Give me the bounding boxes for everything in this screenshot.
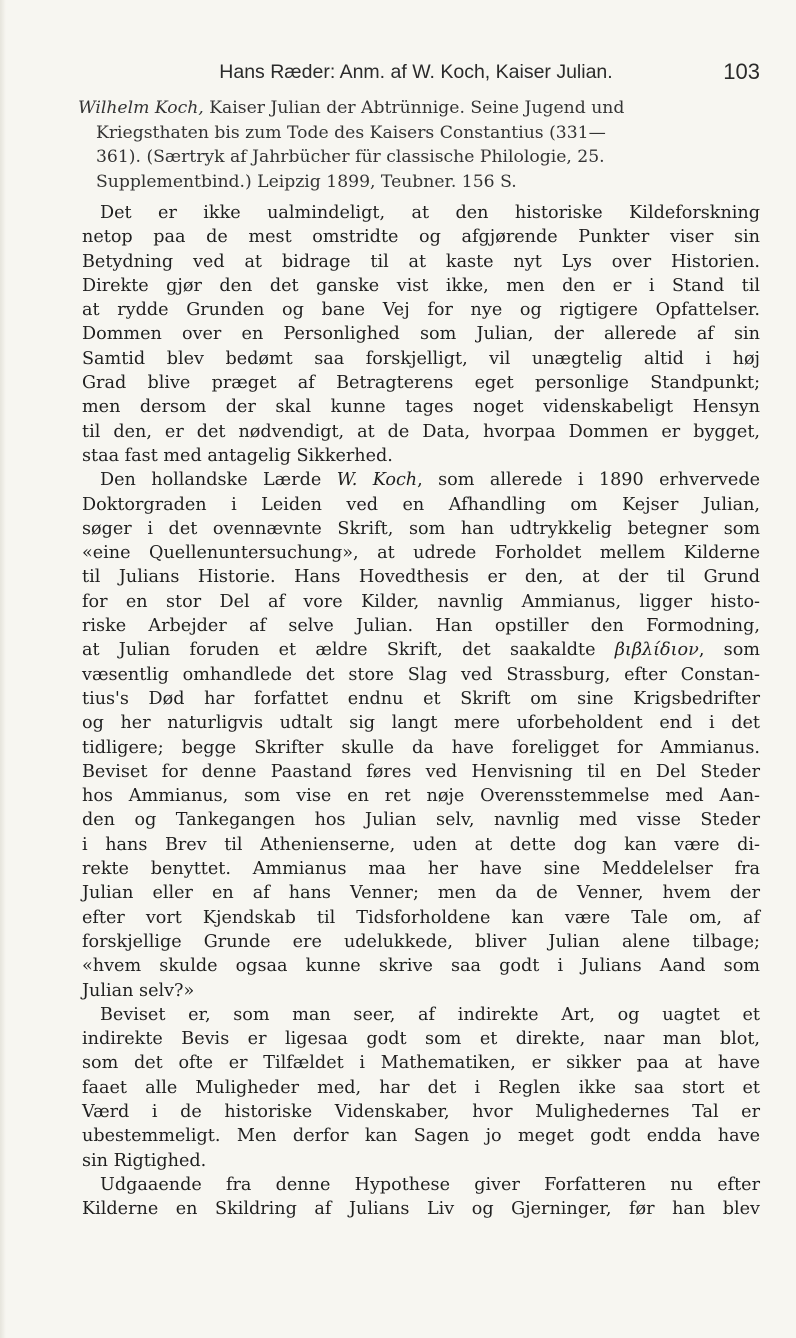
text-line: Beviset for denne Paastand føres ved Henvisning til en Del Steder [82,761,760,782]
text-line: Beviset er, som man seer, af indirekte Art, og uagtet et [100,1004,760,1025]
text-line: Udgaaende fra denne Hypothese giver Forfatteren nu efter [100,1174,760,1195]
text-line: rekte benyttet. Ammianus maa her have sine Meddelelser fra [82,859,760,880]
text-line: Julian selv?» [82,980,195,1001]
text-line: Kilderne en Skildring af Julians Liv og Gjerninger, før han blev [82,1199,760,1220]
text-line: Betydning ved at bidrage til at kaste nyt Lys over Historien. [82,251,760,272]
text-line: «eine Quellenuntersuchung», at udrede Forholdet mellem Kilderne [82,543,760,564]
text-line: indirekte Bevis er ligesaa godt som et direkte, naar man blot, [82,1029,760,1050]
text-line: den og Tankegangen hos Julian selv, navnlig med visse Steder [82,810,760,831]
text-line: Værd i de historiske Videnskaber, hvor Mulighedernes Tal er [82,1101,760,1122]
text-line: riske Arbejder af selve Julian. Han opstiller den Formodning, [82,616,760,637]
text-run: , som [698,640,760,661]
text-line: staa fast med antagelig Sikkerhed. [82,445,393,466]
running-head [60,59,760,89]
paragraph-4 [82,1173,760,1222]
text-run: , som allerede i 1890 erhvervede [417,470,761,491]
text-line: at rydde Grunden og bane Vej for nye og rigtigere Opfattelser. [82,300,760,321]
paragraph-2 [82,468,760,1003]
text-line: Dommen over en Personlighed som Julian, der allerede af sin [82,324,760,345]
text-run: at Julian foruden et ældre Skrift, det saakaldte [82,640,615,661]
text-line: sin Rigtighed. [82,1150,207,1171]
text-line: søger i det ovennævnte Skrift, som han udtrykkelig betegner som [82,518,760,539]
text-line: Grad blive præget af Betragterens eget personlige Standpunkt; [82,373,760,394]
text-line: Direkte gjør den det ganske vist ikke, men den er i Stand til [82,275,760,296]
body-text [82,201,760,1221]
text-line: ubestemmeligt. Men derfor kan Sagen jo meget godt endda have [82,1126,760,1147]
text-line: tius's Død har forfattet endnu et Skrift om sine Krigsbedrifter [82,688,760,709]
text-line [82,638,760,662]
bib-line-3: 361). (Særtryk af Jahrbücher für classische Philologie, 25. [96,147,605,168]
text-line: netop paa de mest omstridte og afgjørende Punkter viser sin [82,227,760,248]
page-number: 103 [723,59,760,84]
scan-edge-shadow [0,0,6,1338]
text-line: til Julians Historie. Hans Hovedthesis er den, at der til Grund [82,567,760,588]
bib-title: Kaiser Julian der Abtrünnige. Seine Jugend und [203,98,625,118]
text-line [82,468,760,492]
text-line: faaet alle Muligheder med, har det i Reglen ikke saa stort et [82,1077,760,1098]
text-run: Den hollandske Lærde [100,470,337,491]
text-line: og her naturligvis udtalt sig langt mere uforbeholdent end i det [82,713,760,734]
text-line: for en stor Del af vore Kilder, navnlig Ammianus, ligger histo- [82,591,760,612]
text-line: men dersom der skal kunne tages noget videnskabeligt Hensyn [82,397,760,418]
bib-line-4: Supplementbind.) Leipzig 1899, Teubner. 156 S. [96,171,517,192]
text-line: hos Ammianus, som vise en ret nøje Overensstemmelse med Aan- [82,786,760,807]
text-line: Det er ikke ualmindeligt, at den historiske Kildeforskning [100,203,760,223]
text-line: tidligere; begge Skrifter skulle da have foreligget for Ammianus. [82,737,760,758]
bib-author: Wilhelm Koch, [78,98,204,118]
text-line: som det ofte er Tilfældet i Mathematiken, er sikker paa at have [82,1053,760,1074]
text-line: i hans Brev til Athenienserne, uden at dette dog kan være di- [82,834,760,855]
text-line: forskjellige Grunde ere udelukkede, bliver Julian alene tilbage; [82,931,760,952]
text-line: Samtid blev bedømt saa forskjelligt, vil unægtelig altid i høj [82,348,760,369]
text-line: Doktorgraden i Leiden ved en Afhandling om Kejser Julian, [82,494,760,515]
text-line: efter vort Kjendskab til Tidsforholdene kan være Tale om, af [82,907,760,928]
paragraph-1 [82,201,760,468]
bib-line-2: Kriegsthaten bis zum Tode des Kaisers Constantius (331— [96,122,606,143]
paragraph-3 [82,1003,760,1173]
running-title: Hans Ræder: Anm. af W. Koch, Kaiser Julian. [219,61,613,83]
text-line: væsentlig omhandlede det store Slag ved Strassburg, efter Constan- [82,664,760,685]
greek-term: βιβλίδιον [614,640,699,661]
text-line: «hvem skulde ogsaa kunne skrive saa godt i Julians Aand som [82,956,760,977]
text-line: til den, er det nødvendigt, at de Data, hvorpaa Dommen er bygget, [82,421,760,442]
text-line: Julian eller en af hans Venner; men da de Venner, hvem der [82,883,760,904]
author-name: W. Koch [336,470,418,491]
bib-line-1 [78,96,758,121]
bibliographic-entry [78,96,758,194]
